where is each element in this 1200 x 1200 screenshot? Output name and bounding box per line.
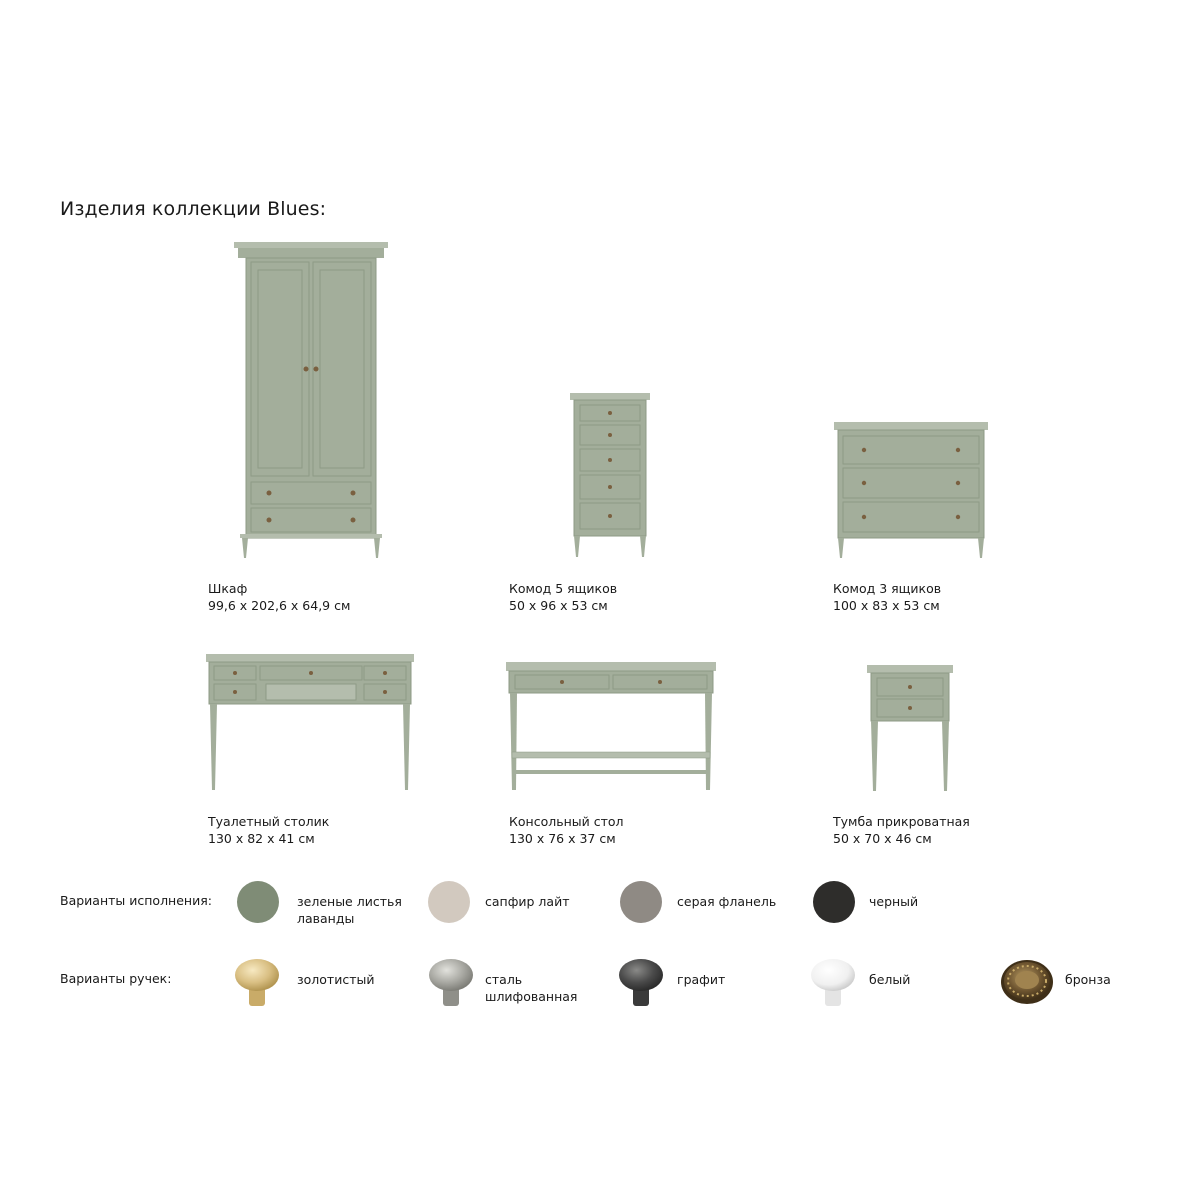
finish-label-line: лаванды [297,911,355,926]
chest-3-drawers-image [834,422,990,560]
product-name: Туалетный столик [208,814,330,829]
product-caption-dressing-table [208,813,329,847]
finish-swatch-green[interactable] [237,881,279,923]
finish-label-black [869,893,918,910]
nightstand-image [867,665,955,793]
handle-label-bronze [1065,971,1111,988]
handle-label-graphite [677,971,725,988]
finish-label-grey-flannel [677,893,776,910]
graphite-knob-icon[interactable] [616,958,666,1008]
finish-label-line: зеленые листья [297,894,402,909]
product-caption-chest-5 [509,580,617,614]
gold-knob-icon[interactable] [232,958,282,1008]
handle-label-line: сталь [485,972,523,987]
product-name: Комод 5 ящиков [509,581,618,596]
finish-label-line: черный [869,894,919,909]
handle-label-line: шлифованная [485,989,578,1004]
finish-swatch-grey-flannel[interactable] [620,881,662,923]
handle-label-line: графит [677,972,726,987]
handle-label-steel [485,971,577,1005]
page-title: Изделия коллекции Blues: [60,198,327,220]
white-knob-icon[interactable] [808,958,858,1008]
finish-swatch-black[interactable] [813,881,855,923]
product-caption-wardrobe [208,580,350,614]
product-caption-chest-3 [833,580,941,614]
product-name: Шкаф [208,581,248,596]
handle-label-gold [297,971,374,988]
product-name: Тумба прикроватная [833,814,970,829]
product-caption-nightstand [833,813,970,847]
finish-label-line: серая фланель [677,894,777,909]
dressing-table-image [206,654,416,792]
chest-5-drawers-image [570,393,652,559]
product-dimensions: 130 x 82 x 41 см [208,831,315,846]
handle-label-white [869,971,910,988]
finish-swatch-sapphire-light[interactable] [428,881,470,923]
wardrobe-image [234,242,390,560]
product-dimensions: 130 x 76 x 37 см [509,831,616,846]
handle-label-line: белый [869,972,911,987]
product-caption-console-table [509,813,624,847]
product-name: Консольный стол [509,814,624,829]
console-table-image [506,662,718,792]
product-name: Комод 3 ящиков [833,581,942,596]
product-dimensions: 100 x 83 x 53 см [833,598,940,613]
finishes-label: Варианты исполнения: [60,893,212,908]
finish-label-line: сапфир лайт [485,894,570,909]
product-dimensions: 50 x 70 x 46 см [833,831,932,846]
finish-label-sapphire-light [485,893,569,910]
handles-label: Варианты ручек: [60,971,172,986]
handle-label-line: бронза [1065,972,1111,987]
handle-label-line: золотистый [297,972,375,987]
bronze-knob-icon[interactable] [1000,958,1054,1006]
steel-knob-icon[interactable] [426,958,476,1008]
product-dimensions: 99,6 x 202,6 x 64,9 см [208,598,351,613]
product-dimensions: 50 x 96 x 53 см [509,598,608,613]
finish-label-green [297,893,402,927]
